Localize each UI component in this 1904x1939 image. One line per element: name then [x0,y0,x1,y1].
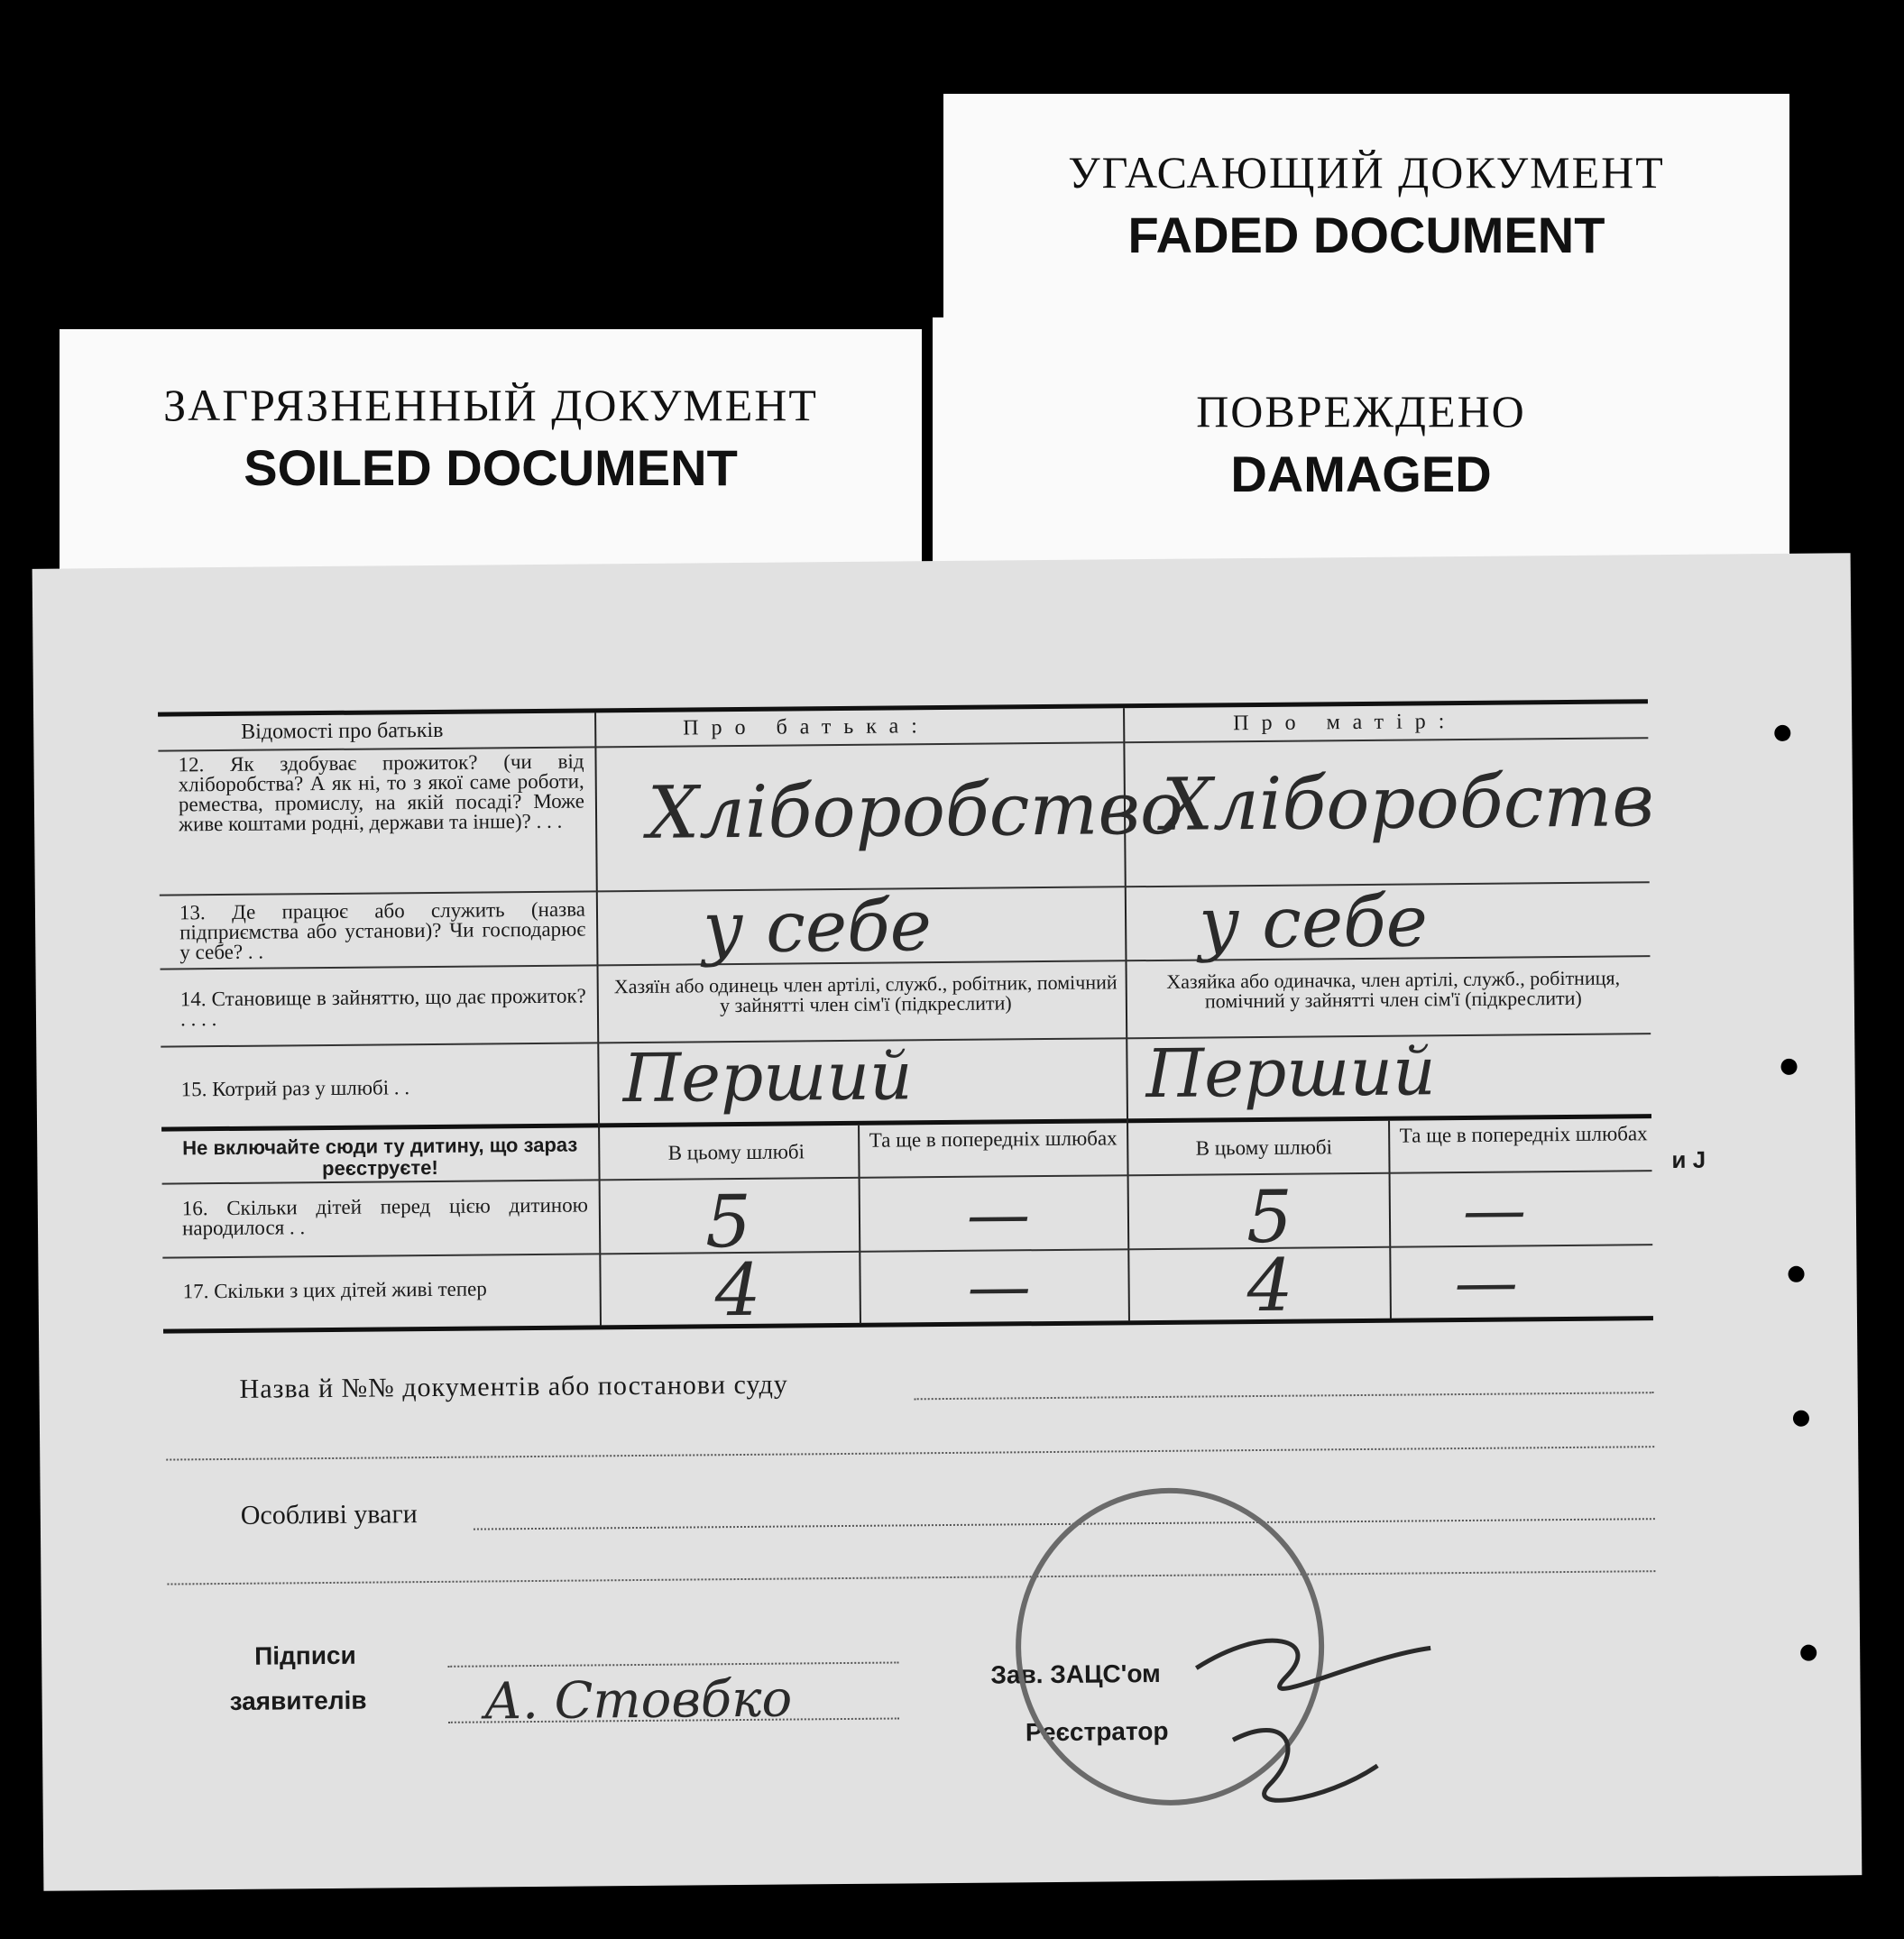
header-father: Про батька: [683,714,930,740]
answer-12-mother: Хліборобств [1161,758,1655,847]
answer-14-father: Хазяїн або одинець член артілі, служб., робітник, помічний у зайнятті член сім'ї (підкреслити) [613,970,1118,1017]
binding-hole [1780,1059,1797,1075]
row-line-16 [162,1244,1652,1258]
answer-16-mother-prev: — [1462,1172,1527,1248]
answer-13-father: у себе [702,886,933,970]
father-this-marriage: В цьому шлюбі [667,1140,805,1164]
documents-line [915,1392,1654,1400]
question-16: 16. Скільки дітей перед цією дитиною народилося . . [181,1193,588,1240]
table-bottom-rule [163,1316,1653,1333]
faded-label-en: FADED DOCUMENT [1127,207,1605,263]
col-divider-1 [594,712,602,1326]
children-note: Не включайте сюди ту дитину, що зараз реєструєте! [182,1133,578,1181]
answer-15-father: Перший [622,1037,914,1118]
documents-line-2 [166,1446,1654,1460]
soiled-label-en: SOILED DOCUMENT [244,439,738,496]
answer-15-mother: Перший [1145,1033,1437,1114]
answer-16-mother-this: 5 [1246,1174,1293,1260]
applicant-signature: А. Стовбко [483,1669,793,1732]
question-12: 12. Як здобуває прожиток? (чи від хліборобства? А як ні, то з якої саме роботи, ремества, промислу, на якій посаді? Може живе коштами родні, держави та інше)? . . . [178,749,585,836]
answer-12-father: Хліборобство [647,766,1184,855]
binding-hole [1800,1645,1817,1661]
answer-17-father-prev: — [967,1249,1031,1324]
damaged-label-ru: ПОВРЕЖДЕНО [1196,386,1526,437]
header-section: Відомості про батьків [241,718,444,744]
question-17: 17. Скільки з цих дітей живі тепер [182,1277,487,1303]
remarks-line [474,1518,1655,1530]
soiled-label-ru: ЗАГРЯЗНЕННЫЙ ДОКУМЕНТ [163,380,818,430]
margin-mark: и J [1671,1145,1706,1173]
binding-hole [1793,1411,1809,1427]
remarks-line-2 [167,1570,1655,1585]
damaged-label-en: DAMAGED [1230,446,1492,502]
answer-16-father-this: 5 [704,1179,752,1264]
remarks-label: Особливі уваги [240,1499,418,1530]
question-14: 14. Становище в зайняттю, що дає прожиток? . . . . [179,984,586,1031]
answer-17-mother-prev: — [1454,1245,1518,1320]
registrar-label: Реєстратор [1025,1716,1169,1747]
father-previous: Та ще в попередніх шлюбах [869,1126,1118,1152]
signature-line-1 [447,1661,898,1667]
answer-14-mother: Хазяйка або одиначка, член артілі, служб., робітниця, помічний у зайнятті член сім'ї (підкреслити) [1166,966,1621,1013]
col-divider-mother-sub [1388,1121,1392,1319]
signatures-label-2: заявителів [229,1686,367,1715]
answer-16-father-prev: — [966,1177,1031,1252]
answer-13-mother: у себе [1198,881,1429,965]
documents-label: Назва й №№ документів або постанови суду [239,1369,788,1404]
binding-hole [1788,1266,1804,1282]
form-sheet [32,553,1863,1891]
answer-17-mother-this: 4 [1246,1243,1293,1328]
damaged-document-label [933,317,1789,588]
header-mother: Про матір: [1233,710,1458,736]
col-divider-father-sub [858,1126,861,1324]
head-label: Зав. ЗАЦС'ом [990,1659,1161,1689]
question-13: 13. Де працює або служить (назва підприємства або установи)? Чи господарює у себе? . . [179,897,586,964]
question-15: 15. Котрий раз у шлюбі . . [180,1076,410,1101]
answer-17-father-this: 4 [714,1247,761,1333]
binding-hole [1774,725,1790,741]
signatures-label-1: Підписи [254,1640,356,1670]
soiled-document-label [60,329,922,591]
mother-this-marriage: В цьому шлюбі [1195,1135,1333,1160]
faded-document-label [943,94,1789,319]
mother-previous: Та ще в попередніх шлюбах [1399,1122,1648,1147]
official-signature [1160,1603,1486,1840]
faded-label-ru: УГАСАЮЩИЙ ДОКУМЕНТ [1068,147,1665,198]
